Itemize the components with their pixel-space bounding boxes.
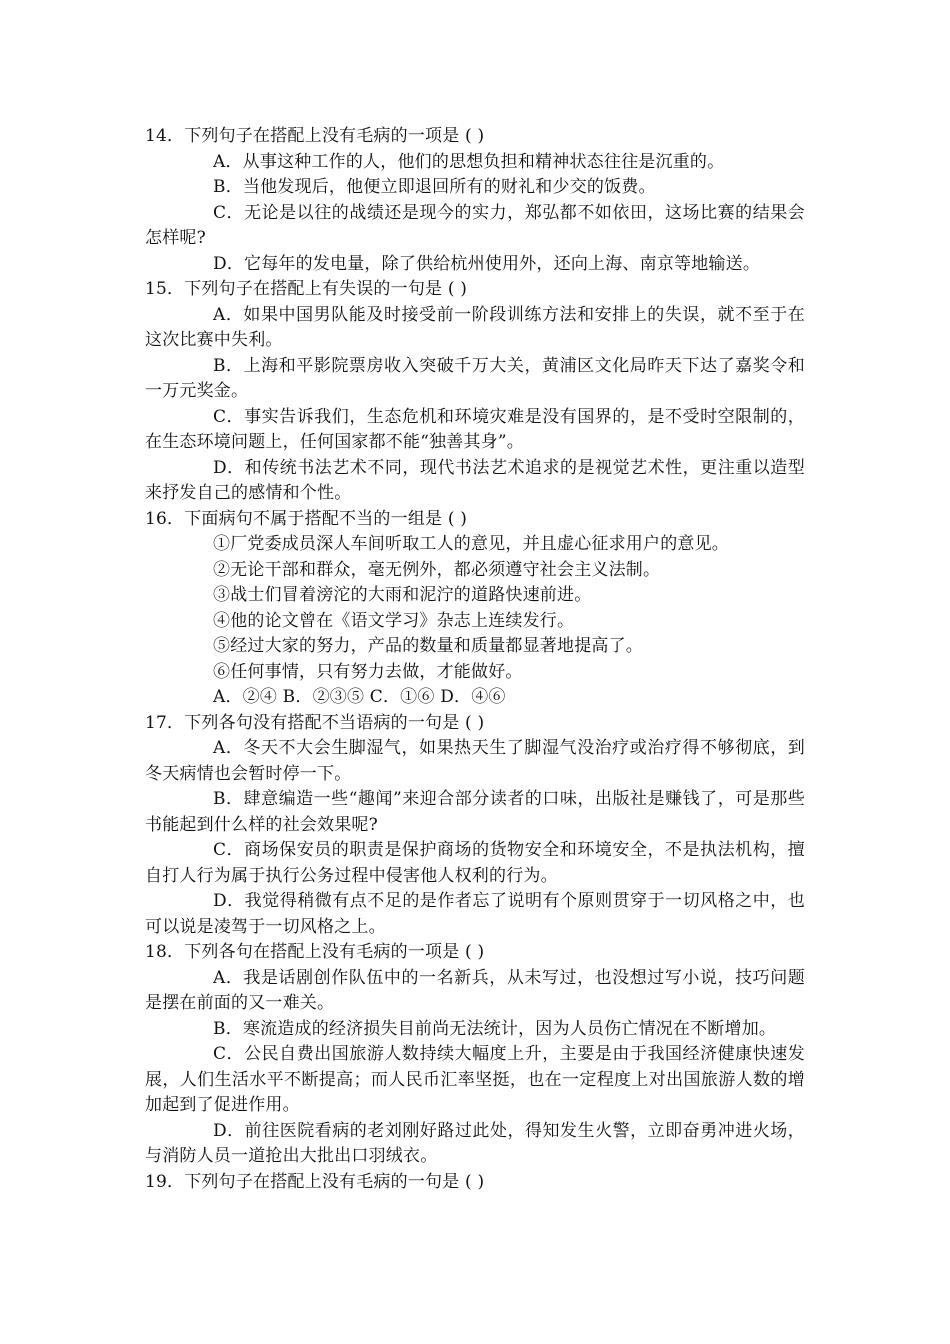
- option-c: C．商场保安员的职责是保护商场的货物安全和环境安全，不是执法机构，擅自打人行为属于执行公务过程中侵害他人权利的行为。: [145, 840, 805, 886]
- option-c: C．公民自费出国旅游人数持续大幅度上升，主要是由于我国经济健康快速发展，人们生活水平不断提高；而人民币汇率坚挺，也在一定程度上对出国旅游人数的增加起到了促进作用。: [145, 1044, 805, 1115]
- sentence-2: ②无论干部和群众，毫无例外，都必须遵守社会主义法制。: [213, 559, 661, 580]
- question-stem: 16．下面病句不属于搭配不当的一组是 ( ): [145, 508, 468, 529]
- question-stem: 17．下列各句没有搭配不当语病的一句是 ( ): [145, 712, 485, 733]
- question-18: [145, 940, 805, 1170]
- option-b: B．上海和平影院票房收入突破千万大关，黄浦区文化局昨天下达了嘉奖令和一万元奖金。: [145, 355, 805, 401]
- sentence-1: ①厂党委成员深人车间听取工人的意见，并且虚心征求用户的意见。: [213, 534, 729, 554]
- option-d: D．我觉得稍微有点不足的是作者忘了说明有个原则贯穿于一切风格之中，也可以说是凌驾于一切风格之上。: [145, 891, 805, 937]
- option-a: A．冬天不大会生脚湿气，如果热天生了脚湿气没治疗或治疗得不够彻底，到冬天病情也会暂时停一下。: [145, 738, 805, 784]
- question-stem: 19．下列句子在搭配上没有毛病的一句是 ( ): [145, 1171, 485, 1192]
- question-stem: 18．下列各句在搭配上没有毛病的一项是 ( ): [145, 942, 485, 962]
- option-c: C．无论是以往的战绩还是现今的实力，郑弘都不如依田，这场比赛的结果会怎样呢?: [145, 202, 805, 248]
- sentence-5: ⑤经过大家的努力，产品的数量和质量都显著地提高了。: [213, 636, 643, 656]
- question-17: [145, 711, 805, 941]
- question-15: [145, 277, 805, 507]
- question-19: [145, 1170, 805, 1196]
- option-d: D．和传统书法艺术不同，现代书法艺术追求的是视觉艺术性，更注重以造型来抒发自己的感情和个性。: [145, 457, 805, 503]
- option-b: B．寒流造成的经济损失目前尚无法统计，因为人员伤亡情况在不断增加。: [213, 1018, 777, 1039]
- question-14: [145, 124, 805, 277]
- option-d: D．它每年的发电量，除了供给杭州使用外，还向上海、南京等地输送。: [213, 253, 761, 274]
- option-c: C．事实告诉我们，生态危机和环境灾难是没有国界的，是不受时空限制的，在生态环境问题上，任何国家都不能“独善其身”。: [145, 406, 805, 452]
- question-stem: 15．下列句子在搭配上有失误的一句是 ( ): [145, 279, 468, 299]
- answer-choices: A．②④ B．②③⑤ C．①⑥ D．④⑥: [213, 687, 506, 707]
- sentence-6: ⑥任何事情，只有努力去做，才能做好。: [213, 661, 523, 682]
- option-d: D．前往医院看病的老刘刚好路过此处，得知发生火警，立即奋勇冲进火场，与消防人员一道抢出大批出口羽绒衣。: [145, 1120, 805, 1166]
- exercise-content: [145, 124, 805, 1195]
- option-b: B．肆意编造一些“趣闻”来迎合部分读者的口味，出版社是赚钱了，可是那些书能起到什么样的社会效果呢?: [145, 789, 805, 835]
- sentence-3: ③战士们冒着滂沱的大雨和泥泞的道路快速前进。: [213, 585, 592, 605]
- question-stem: 14．下列句子在搭配上没有毛病的一项是 ( ): [145, 126, 485, 146]
- option-a: A．如果中国男队能及时接受前一阶段训练方法和安排上的失误，就不至于在这次比赛中失利。: [145, 304, 805, 350]
- sentence-4: ④他的论文曾在《语文学习》杂志上连续发行。: [213, 610, 575, 631]
- option-b: B．当他发现后，他便立即退回所有的财礼和少交的饭费。: [213, 177, 656, 197]
- option-a: A．从事这种工作的人，他们的思想负担和精神状态往往是沉重的。: [213, 151, 725, 172]
- question-16: [145, 507, 805, 711]
- option-a: A．我是话剧创作队伍中的一名新兵，从未写过，也没想过写小说，技巧问题是摆在前面的又一难关。: [145, 967, 805, 1013]
